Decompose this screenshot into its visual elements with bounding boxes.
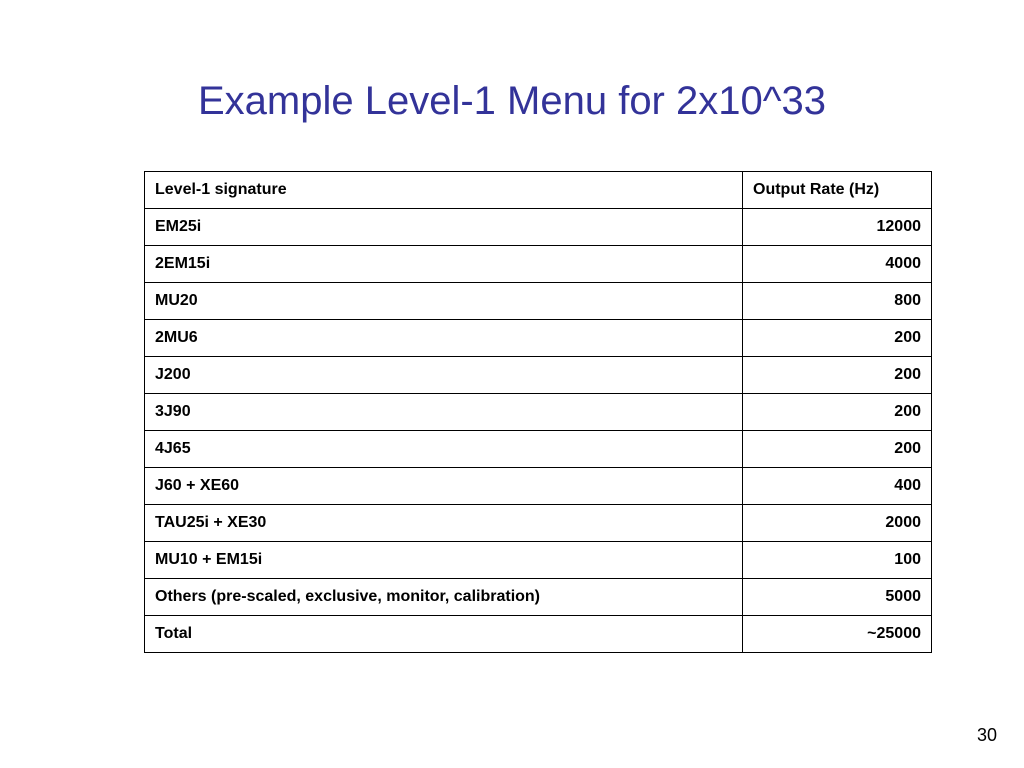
header-signature: Level-1 signature bbox=[145, 172, 743, 209]
signature-cell: 3J90 bbox=[145, 394, 743, 431]
table-row bbox=[145, 394, 932, 431]
rate-cell: 800 bbox=[743, 283, 932, 320]
rate-cell: 200 bbox=[743, 431, 932, 468]
signature-cell: 2MU6 bbox=[145, 320, 743, 357]
signature-cell: MU10 + EM15i bbox=[145, 542, 743, 579]
signature-cell: MU20 bbox=[145, 283, 743, 320]
rate-cell: 2000 bbox=[743, 505, 932, 542]
signature-cell: Others (pre-scaled, exclusive, monitor, calibration) bbox=[145, 579, 743, 616]
signature-cell: TAU25i + XE30 bbox=[145, 505, 743, 542]
table-row bbox=[145, 357, 932, 394]
rate-cell: 4000 bbox=[743, 246, 932, 283]
table-total-row bbox=[145, 616, 932, 653]
signature-cell: J60 + XE60 bbox=[145, 468, 743, 505]
rate-cell: 200 bbox=[743, 320, 932, 357]
signature-cell: 2EM15i bbox=[145, 246, 743, 283]
table-row bbox=[145, 542, 932, 579]
page-number: 30 bbox=[976, 725, 997, 745]
total-rate-cell: ~25000 bbox=[743, 616, 932, 653]
rate-cell: 100 bbox=[743, 542, 932, 579]
table-header-row bbox=[145, 172, 932, 209]
table-row bbox=[145, 320, 932, 357]
signature-cell: EM25i bbox=[145, 209, 743, 246]
table-row bbox=[145, 283, 932, 320]
level1-menu-table bbox=[144, 171, 932, 653]
rate-cell: 12000 bbox=[743, 209, 932, 246]
table-row bbox=[145, 246, 932, 283]
table-row bbox=[145, 209, 932, 246]
rate-cell: 5000 bbox=[743, 579, 932, 616]
table-row bbox=[145, 579, 932, 616]
rate-cell: 200 bbox=[743, 394, 932, 431]
slide-title: Example Level-1 Menu for 2x10^33 bbox=[197, 79, 826, 123]
table-row bbox=[145, 505, 932, 542]
header-output-rate: Output Rate (Hz) bbox=[743, 172, 932, 209]
rate-cell: 200 bbox=[743, 357, 932, 394]
table-row bbox=[145, 431, 932, 468]
total-label-cell: Total bbox=[145, 616, 743, 653]
signature-cell: J200 bbox=[145, 357, 743, 394]
table-row bbox=[145, 468, 932, 505]
signature-cell: 4J65 bbox=[145, 431, 743, 468]
rate-cell: 400 bbox=[743, 468, 932, 505]
